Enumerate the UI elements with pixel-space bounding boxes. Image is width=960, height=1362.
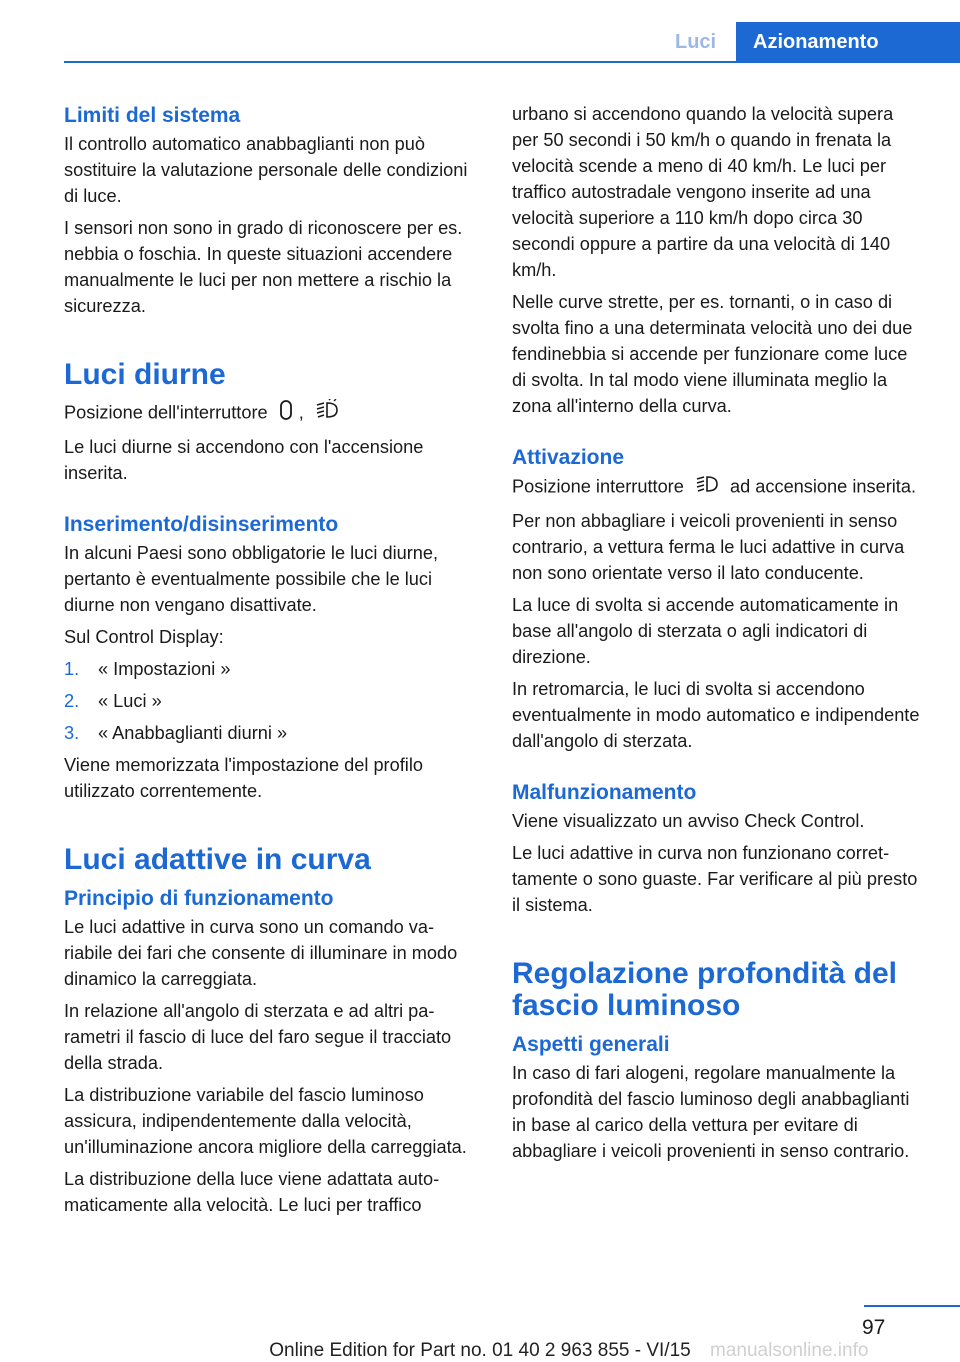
footer-rule: [864, 1305, 960, 1307]
steps-list: [64, 656, 476, 746]
cont-p2: Nelle curve strette, per es. tornanti, o in caso di svolta fino a una determinata velocità uno dei due fendinebbia si accende per funzionare come luce di svolta. In tal modo viene illuminata meglio la zona all'interno della curva.: [512, 292, 913, 416]
adattive-title: Luci adattive in curva: [64, 843, 371, 876]
malfunzionamento-p2: Le luci adattive in curva non funzionano correttamente o sono guaste. Far verificare al più presto il sistema.: [512, 843, 918, 915]
malfunzionamento-p1: Viene visualizzato un avviso Check Control.: [512, 811, 865, 831]
attivazione-title: Attivazione: [512, 446, 625, 469]
aspetti-title: Aspetti generali: [512, 1033, 670, 1056]
list-item: 1. « Impostazioni »: [64, 659, 231, 679]
diurne-comma: ,: [298, 402, 304, 423]
regolazione-title: Regolazione profondità del fascio luminoso: [512, 957, 898, 1022]
principio-title: Principio di funzionamento: [64, 887, 334, 910]
inserimento-title: Inserimento/disinserimento: [64, 513, 339, 536]
left-column: [64, 101, 476, 1224]
diurne-title: Luci diurne: [64, 358, 226, 391]
edition-text: Online Edition for Part no. 01 40 2 963 855 - VI/15: [269, 1340, 691, 1361]
inserimento-p3: Viene memorizzata l'impostazione del profilo utilizzato correntemente.: [64, 755, 423, 801]
limiti-title: Limiti del sistema: [64, 104, 241, 127]
aspetti-p1: In caso di fari alogeni, regolare manualmente la profondità del fascio luminoso degli anabbaglianti in base al carico della vettura per evitare di abbagliare i veicoli provenienti in senso contrario.: [512, 1063, 910, 1161]
principio-p2: In relazione all'angolo di sterzata e ad altri parametri il fascio di luce del faro segue il tracciato della strada.: [64, 1001, 452, 1073]
attivazione-position-line: Posizione interruttore ad accensione inserita.: [512, 473, 924, 502]
attivazione-p2: Per non abbagliare i veicoli provenienti in senso contrario, a vettura ferma le luci adattive in curva non sono orientate verso il lato conducente.: [512, 511, 905, 583]
auto-headlight-icon: [695, 473, 719, 502]
limiti-p1: Il controllo automatico anabbaglianti non può sostituire la valutazione personale delle condizioni di luce.: [64, 134, 468, 206]
inserimento-p2: Sul Control Display:: [64, 627, 224, 647]
diurne-p1: Le luci diurne si accendono con l'accensione inserita.: [64, 437, 424, 483]
principio-p3: La distribuzione variabile del fascio luminoso assicura, indipendentemente dalla velocità, un'illuminazione ancora migliore della carreggiata.: [64, 1085, 467, 1157]
right-column: [512, 101, 924, 1170]
list-item: 3. « Anabbaglianti diurni »: [64, 723, 288, 743]
page-number: 97: [862, 1316, 886, 1339]
diurne-pos-text: Posizione dell'interruttore: [64, 402, 268, 423]
principio-p4: La distribuzione della luce viene adattata automaticamente alla velocità. Le luci per traffico: [64, 1169, 440, 1215]
cont-p1: urbano si accendono quando la velocità supera per 50 secondi i 50 km/h o quando in frenata la velocità scende a meno di 40 km/h. Le luci per traffico autostradale vengono inserite ad una velocità superiore a 110 km/h dopo circa 30 secondi oppure a partire da una velocità di 140 km/h.: [512, 104, 894, 280]
inserimento-p1: In alcuni Paesi sono obbligatorie le luci diurne, pertanto è eventualmente possibile che le luci diurne non vengano disattivate.: [64, 543, 439, 615]
header-section: Luci: [675, 31, 717, 53]
malfunzionamento-title: Malfunzionamento: [512, 781, 697, 804]
auto-headlight-icon: [315, 399, 339, 428]
diurne-position-line: [64, 399, 476, 428]
limiti-p2: I sensori non sono in grado di riconoscere per es. nebbia o foschia. In queste situazioni accendere manualmente le luci per non mettere a rischio la sicurezza.: [64, 218, 463, 316]
header-chapter-tab: Azionamento: [736, 22, 960, 63]
attivazione-p4: In retromarcia, le luci di svolta si accendono eventualmente in modo automatico e indipendente dall'angolo di sterzata.: [512, 679, 920, 751]
list-item: 2. « Luci »: [64, 691, 162, 711]
watermark: manualsonline.info: [710, 1340, 869, 1361]
header-rule: [64, 61, 960, 63]
principio-p1: Le luci adattive in curva sono un comando variabile dei fari che consente di illuminare in modo dinamico la carreggiata.: [64, 917, 458, 989]
light-off-icon: [279, 399, 293, 428]
attivazione-p3: La luce di svolta si accende automaticamente in base all'angolo di sterzata o agli indicatori di direzione.: [512, 595, 899, 667]
